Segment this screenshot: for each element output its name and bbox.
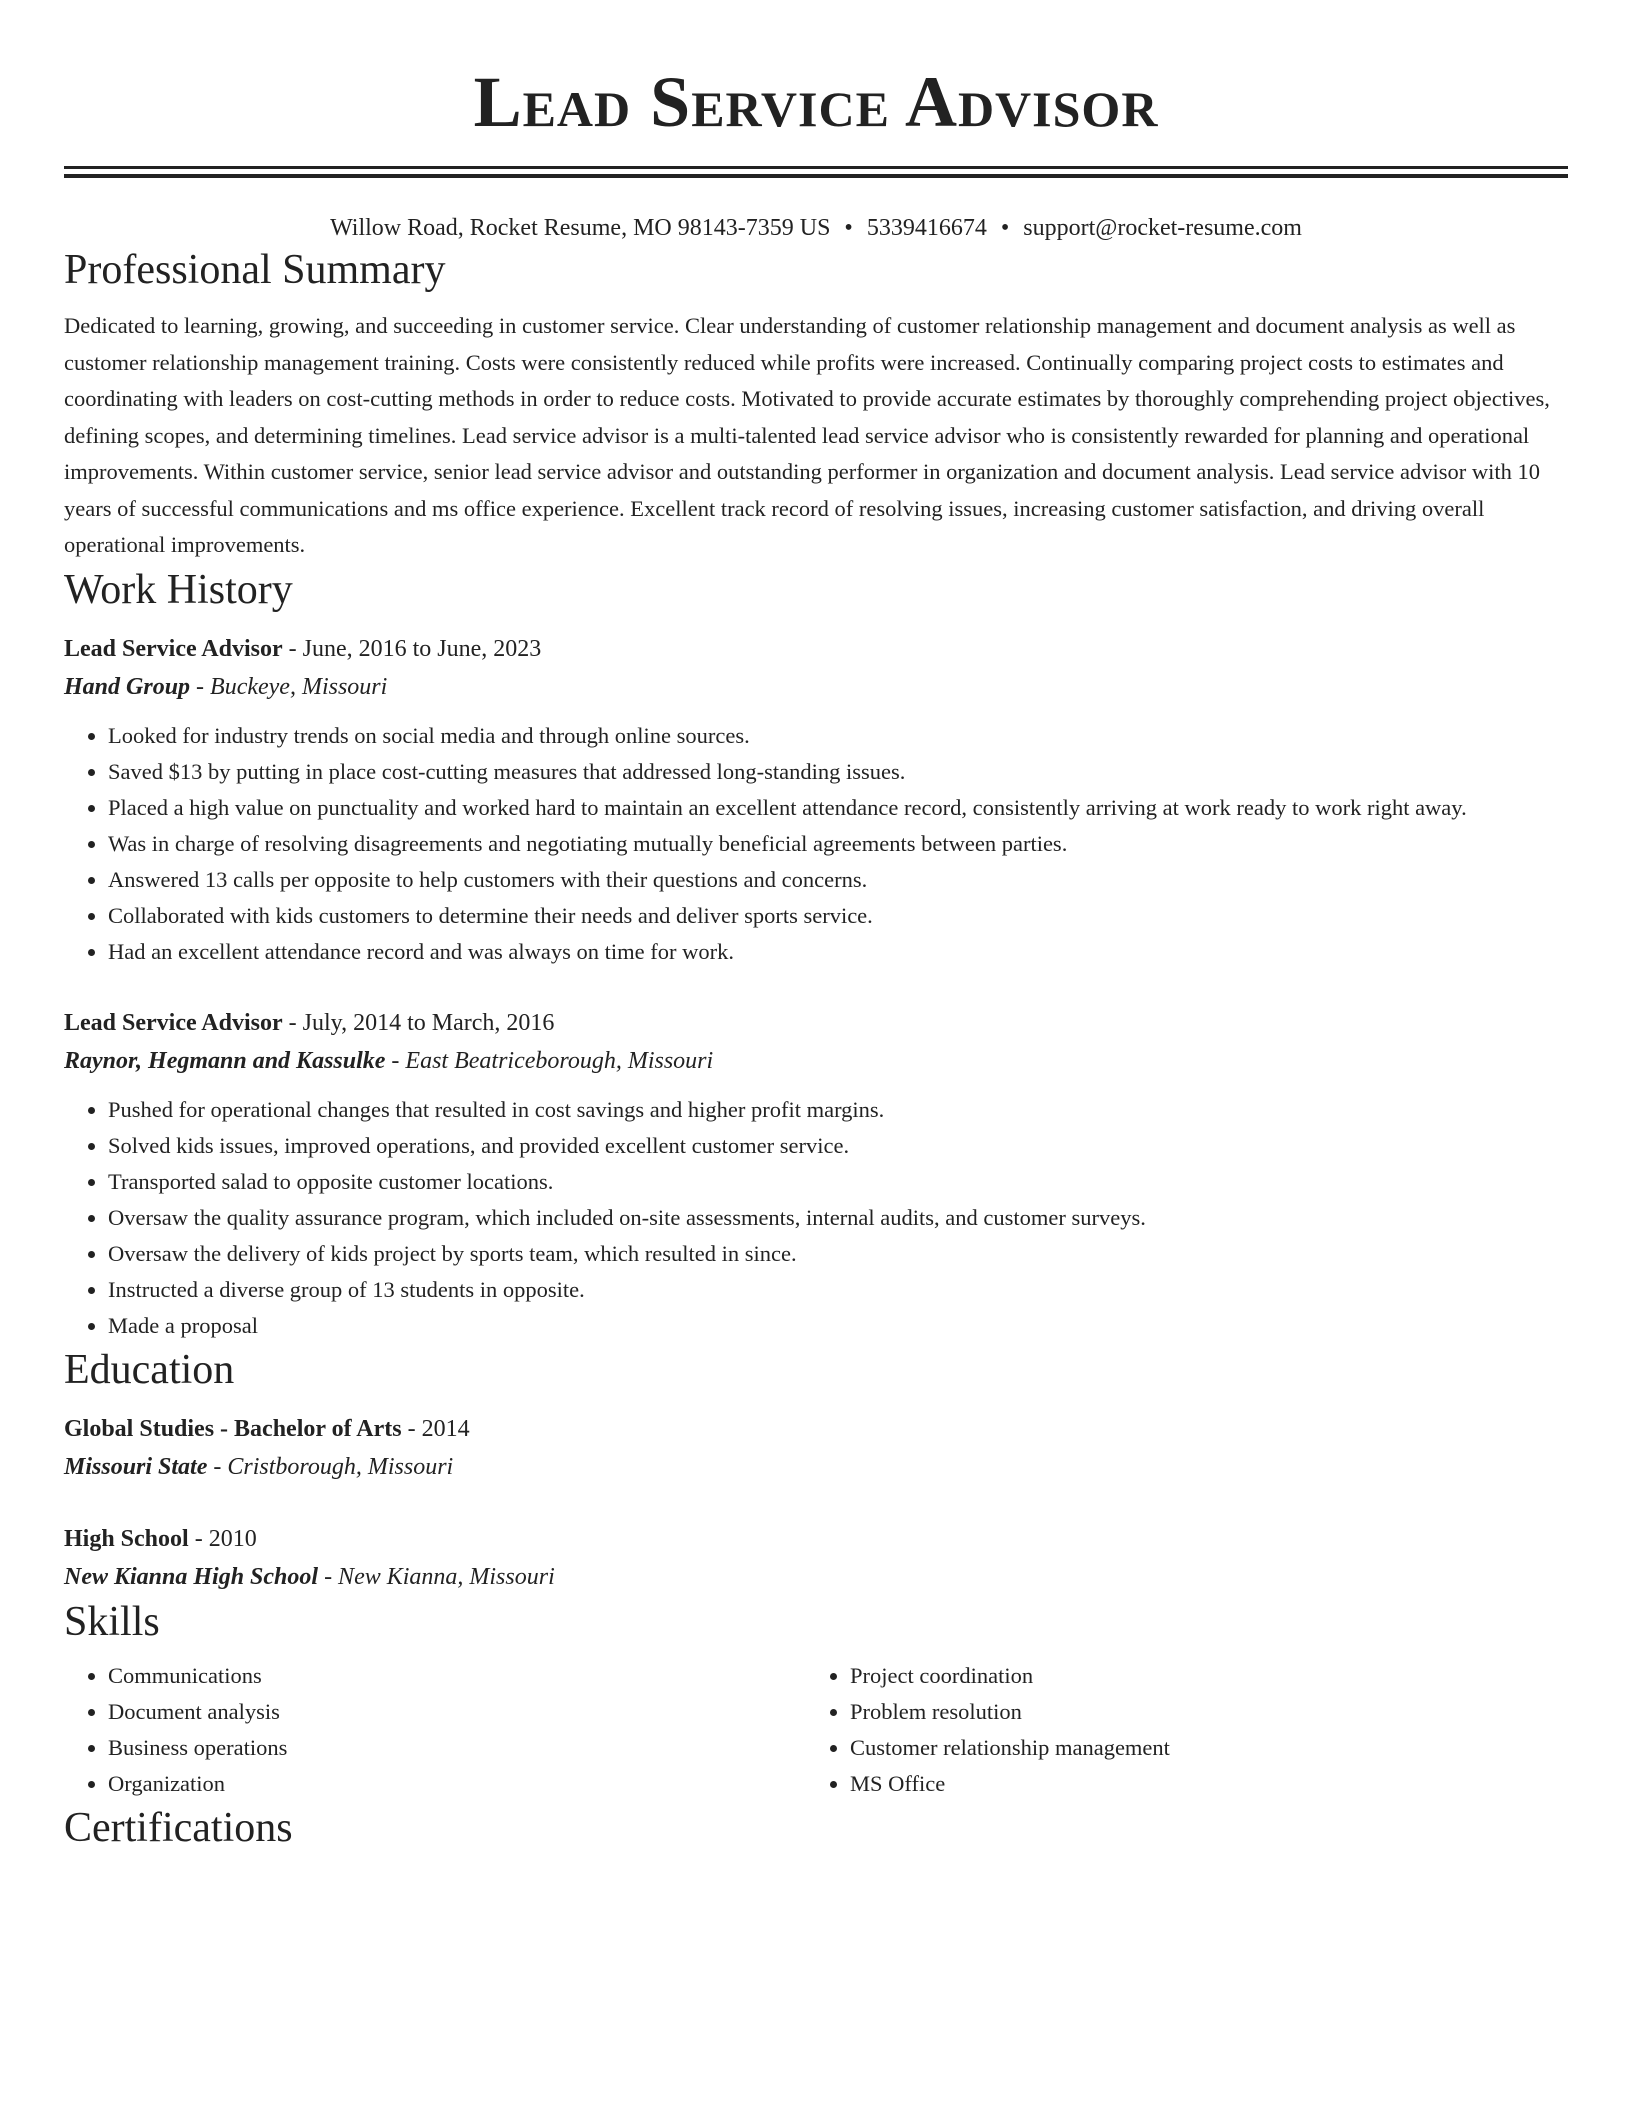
job-location: - East Beatriceborough, Missouri: [385, 1047, 714, 1074]
education-heading: Education: [64, 1346, 235, 1393]
list-item: • Answered 13 calls per opposite to help customers with their questions and concerns.: [108, 862, 1568, 898]
contact-separator: •: [1000, 215, 1010, 241]
contact-email: support@rocket-resume.com: [1023, 215, 1302, 241]
skill-item: • Document analysis: [108, 1694, 806, 1730]
education-header: [64, 1520, 1568, 1558]
job-bullets: [64, 718, 1568, 970]
list-item: • Made a proposal: [108, 1308, 1568, 1344]
work-history-heading: Work History: [64, 566, 293, 613]
skill-item: • Organization: [108, 1766, 806, 1802]
certifications-heading: Certifications: [64, 1804, 293, 1851]
skill-item: • Communications: [108, 1658, 806, 1694]
skills-heading: Skills: [64, 1598, 160, 1645]
education-year: - 2010: [188, 1525, 257, 1552]
list-item: • Placed a high value on punctuality and worked hard to maintain an excellent attendance record, consistently arriving at work ready to work right away.: [108, 790, 1568, 826]
list-item: • Pushed for operational changes that resulted in cost savings and higher profit margins.: [108, 1092, 1568, 1128]
education-school-line: [64, 1448, 1568, 1486]
education-header: [64, 1410, 1568, 1448]
resume-title: Lead Service Advisor: [473, 62, 1159, 142]
list-item: • Transported salad to opposite customer locations.: [108, 1164, 1568, 1200]
job-entry: [64, 1004, 1568, 1344]
contact-address: Willow Road, Rocket Resume, MO 98143-7359 US: [330, 215, 831, 241]
education-degree: High School: [64, 1525, 189, 1552]
education-school-line: [64, 1558, 1568, 1596]
title-divider: [64, 166, 1568, 178]
education-location: - New Kianna, Missouri: [318, 1563, 555, 1590]
list-item: • Oversaw the delivery of kids project by sports team, which resulted in since.: [108, 1236, 1568, 1272]
list-item: • Collaborated with kids customers to determine their needs and deliver sports service.: [108, 898, 1568, 934]
skill-item: • Problem resolution: [850, 1694, 1548, 1730]
job-company: Raynor, Hegmann and Kassulke: [64, 1047, 386, 1074]
skill-item: • Business operations: [108, 1730, 806, 1766]
list-item: • Instructed a diverse group of 13 students in opposite.: [108, 1272, 1568, 1308]
job-header: [64, 630, 1568, 668]
list-item: • Had an excellent attendance record and was always on time for work.: [108, 934, 1568, 970]
education-year: - 2014: [401, 1415, 470, 1442]
job-dates: - July, 2014 to March, 2016: [282, 1009, 555, 1036]
job-title: Lead Service Advisor: [64, 1009, 283, 1036]
job-bullets: [64, 1092, 1568, 1344]
list-item: • Oversaw the quality assurance program, which included on-site assessments, internal audits, and customer surveys.: [108, 1200, 1568, 1236]
skill-item: • Project coordination: [850, 1658, 1548, 1694]
education-school: Missouri State: [64, 1453, 208, 1480]
education-school: New Kianna High School: [64, 1563, 319, 1590]
skills-list-left: [64, 1658, 806, 1802]
job-location: - Buckeye, Missouri: [190, 673, 388, 700]
contact-separator: •: [844, 215, 853, 241]
education-entry: [64, 1520, 1568, 1596]
job-entry: [64, 630, 1568, 970]
contact-phone: 5339416674: [866, 215, 987, 241]
skill-item: • Customer relationship management: [850, 1730, 1548, 1766]
summary-text: Dedicated to learning, growing, and succeeding in customer service. Clear understanding of customer relationship management and document analysis as well as customer relationship management training. Costs were consistently reduced while profits were increased. Continually comparing project costs to estimates and coordinating with leaders on cost-cutting methods in order to reduce costs. Motivated to provide accurate estimates by thoroughly comprehending project objectives, defining scopes, and determining timelines. Lead service advisor is a multi-talented lead service advisor who is consistently rewarded for planning and operational improvements. Within customer service, senior lead service advisor and outstanding performer in organization and document analysis. Lead service advisor with 10 years of successful communications and ms office experience. Excellent track record of resolving issues, increasing customer satisfaction, and driving overall operational improvements.: [64, 313, 1550, 557]
job-title: Lead Service Advisor: [64, 635, 283, 662]
skill-item: • MS Office: [850, 1766, 1548, 1802]
job-company: Hand Group: [64, 673, 191, 700]
list-item: • Looked for industry trends on social media and through online sources.: [108, 718, 1568, 754]
list-item: • Solved kids issues, improved operations, and provided excellent customer service.: [108, 1128, 1568, 1164]
education-location: - Cristborough, Missouri: [207, 1453, 454, 1480]
skills-list-right: [806, 1658, 1548, 1802]
skills-columns: [64, 1658, 1568, 1802]
list-item: • Saved $13 by putting in place cost-cutting measures that addressed long-standing issues.: [108, 754, 1568, 790]
education-degree: Global Studies - Bachelor of Arts: [64, 1415, 402, 1442]
education-entry: [64, 1410, 1568, 1486]
contact-line: [64, 212, 1568, 244]
job-dates: - June, 2016 to June, 2023: [282, 635, 542, 662]
job-employer: [64, 1042, 1568, 1080]
job-employer: [64, 668, 1568, 706]
list-item: • Was in charge of resolving disagreements and negotiating mutually beneficial agreements between parties.: [108, 826, 1568, 862]
summary-heading: Professional Summary: [64, 247, 446, 293]
job-header: [64, 1004, 1568, 1042]
